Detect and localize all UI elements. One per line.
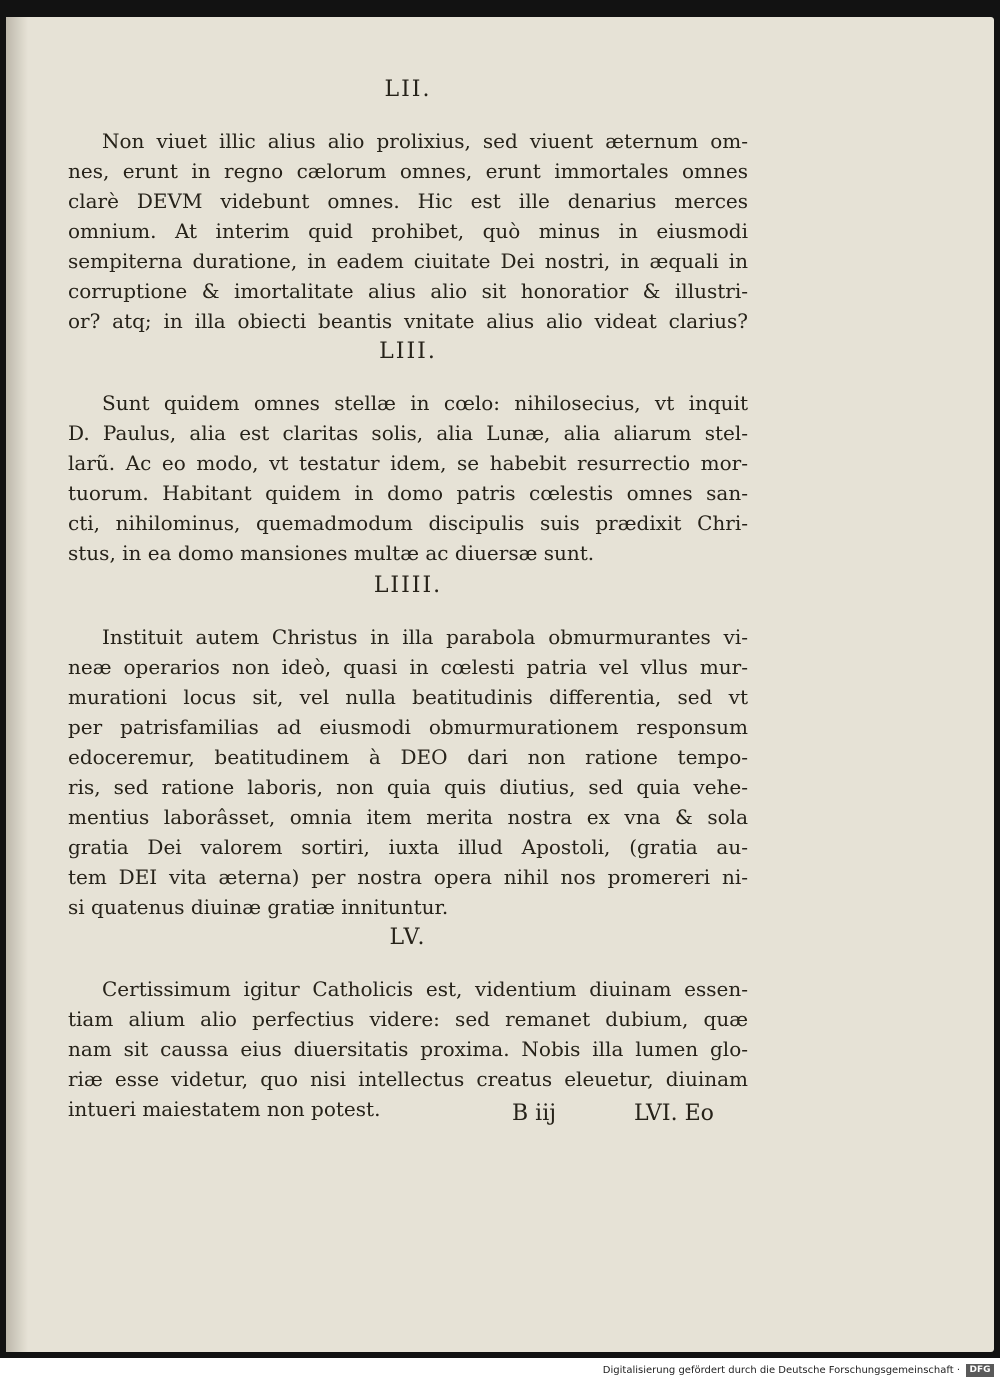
text-line: or? atq; in illa obiecti beantis vnitate alius alio videat clarius? [68, 309, 748, 333]
text-line: sempiterna duratione, in eadem ciuitate Dei nostri, in æquali in [68, 249, 748, 273]
page-gutter-shadow [6, 17, 28, 1352]
text-line: corruptione & imortalitate alius alio sit honoratior & illustri- [68, 279, 748, 303]
text-line: riæ esse videtur, quo nisi intellectus creatus eleuetur, diuinam [68, 1067, 748, 1091]
text-line: Sunt quidem omnes stellæ in cœlo: nihilosecius, vt inquit [102, 391, 748, 415]
text-line: nam sit caussa eius diuersitatis proxima. Nobis illa lumen glo- [68, 1037, 748, 1061]
text-line: clarè DEVM videbunt omnes. Hic est ille denarius merces [68, 189, 748, 213]
text-line: neæ operarios non ideò, quasi in cœlesti patria vel vllus mur- [68, 655, 748, 679]
catchword: LVI. Eo [634, 1101, 714, 1126]
text-line: tuorum. Habitant quidem in domo patris cœlestis omnes san- [68, 481, 748, 505]
text-line: intueri maiestatem non potest. [68, 1097, 381, 1121]
text-line: ris, sed ratione laboris, non quia quis diutius, sed quia vehe- [68, 775, 748, 799]
section-heading-lii: LII. [384, 77, 432, 102]
text-line: per patrisfamilias ad eiusmodi obmurmurationem responsum [68, 715, 748, 739]
text-line: omnium. At interim quid prohibet, quò minus in eiusmodi [68, 219, 748, 243]
text-line: nes, erunt in regno cælorum omnes, erunt immortales omnes [68, 159, 748, 183]
text-line: tiam alium alio perfectius videre: sed remanet dubium, quæ [68, 1007, 748, 1031]
section-heading-liii: LIII. [379, 339, 437, 364]
text-line: cti, nihilominus, quemadmodum discipulis suis prædixit Chri- [68, 511, 748, 535]
section-heading-liiii: LIIII. [373, 573, 443, 598]
text-line: Non viuet illic alius alio prolixius, sed viuent æternum om- [102, 129, 748, 153]
section-heading-lv: LV. [389, 925, 427, 950]
dfg-logo-icon: DFG [966, 1364, 994, 1377]
text-line: tem DEI vita æterna) per nostra opera nihil nos promereri ni- [68, 865, 748, 889]
footer-bar [0, 1363, 1000, 1381]
text-line: stus, in ea domo mansiones multæ ac diuersæ sunt. [68, 541, 595, 565]
text-line: gratia Dei valorem sortiri, iuxta illud Apostoli, (gratia au- [68, 835, 748, 859]
text-line: si quatenus diuinæ gratiæ innituntur. [68, 895, 449, 919]
book-page [6, 17, 994, 1352]
signature-mark: B iij [512, 1101, 557, 1126]
text-line: larũ. Ac eo modo, vt testatur idem, se habebit resurrectio mor- [68, 451, 748, 475]
text-line: murationi locus sit, vel nulla beatitudinis differentia, sed vt [68, 685, 748, 709]
funding-credit: Digitalisierung gefördert durch die Deutsche Forschungsgemeinschaft · [602, 1365, 960, 1376]
text-line: D. Paulus, alia est claritas solis, alia Lunæ, alia aliarum stel- [68, 421, 748, 445]
text-line: Instituit autem Christus in illa parabola obmurmurantes vi- [102, 625, 748, 649]
text-line: edoceremur, beatitudinem à DEO dari non ratione tempo- [68, 745, 748, 769]
text-line: Certissimum igitur Catholicis est, videntium diuinam essen- [102, 977, 748, 1001]
text-line: mentius laborâsset, omnia item merita nostra ex vna & sola [68, 805, 748, 829]
